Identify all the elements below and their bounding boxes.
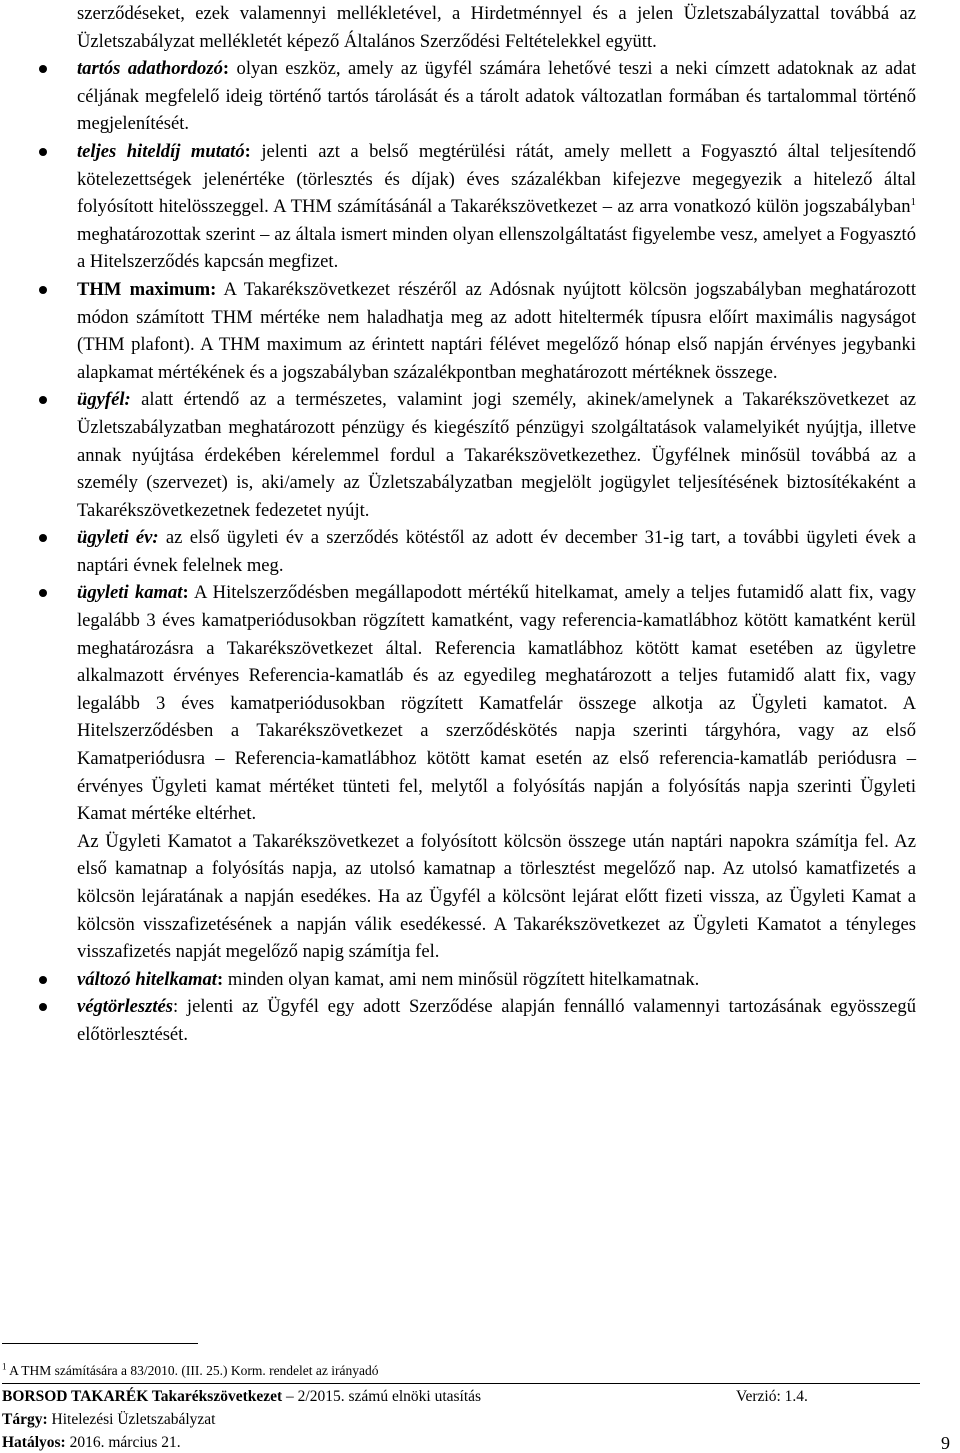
definition-separator: :: [222, 58, 230, 80]
definition-text: A Takarékszövetkezet részéről az Adósnak nyújtott kölcsön jogszabályban meghatározott módon számított THM mértéke nem haladhatja meg az adott hiteltermék típusra előírt maximális nagyságot (THM plafont). A THM maximum az érintett naptári félévet megelőző hónap első napján érvényes jegybanki alapkamat mértékének és a jogszabályban százalékpontban meghatározott mértéknek összege.: [77, 278, 917, 383]
definition-term: THM maximum: [77, 278, 211, 300]
definition-extra-paragraph: Az Ügyleti Kamatot a Takarékszövetkezet a folyósított kölcsön összege után naptári napokra számítja fel. Az első kamatnap a folyósítás napja, az utolsó kamatnap a törlesztést megelőző nap. Az utolsó kamatfizetés a kölcsön lejáratának a napján esedékes. Ha az Ügyfél a kölcsönt lejárat előtt fizeti vissza, az Ügyleti Kamat a kölcsön visszafizetésének a napján válik esedékessé. A Takarékszövetkezet az Ügyleti Kamatot a tényleges visszafizetés napját megelőző napig számítja fel.: [77, 830, 916, 963]
footnote-text: A THM számítására a 83/2010. (III. 25.) Korm. rendelet az irányadó: [6, 1363, 379, 1378]
definition-item: [0, 55, 960, 138]
definition-term: teljes hiteldíj mutató: [77, 140, 245, 162]
definition-text: jelenti az Ügyfél egy adott Szerződése alapján fennálló valamennyi tartozásának egyösszegű előtörlesztését.: [77, 996, 916, 1045]
definition-text: jelenti azt a belső megtérülési rátát, amely mellett a Fogyasztó által teljesítendő kötelezettségek jelenértéke (törlesztés és díjak) éves százalékban kifejezve megegyezik a hitelező által folyósított hitelösszeggel. A THM számításánál a Takarékszövetkezet – az arra vonatkozó külön jogszabályban: [77, 140, 916, 218]
page-number: 9: [941, 1433, 950, 1453]
footer-org-line: [2, 1387, 481, 1407]
footer-divider: [2, 1383, 920, 1384]
definition-item: [0, 579, 960, 965]
definition-separator: :: [182, 582, 189, 604]
bullet-icon: [39, 286, 47, 294]
footer-subject-value: Hitelezési Üzletszabályzat: [47, 1411, 216, 1428]
intro-continuation: szerződéseket, ezek valamennyi mellékletével, a Hirdetménnyel és a jelen Üzletszabályzattal továbbá az Üzletszabályzat mellékletét képező Általános Szerződési Feltételekkel együtt.: [77, 3, 916, 52]
footer-effective-value: 2016. március 21.: [65, 1434, 181, 1451]
definition-text: alatt értendő az a természetes, valamint jogi személy, akinek/amelynek a Takarékszövetkezet az Üzletszabályzatban meghatározott pénzügy és kiegészítő pénzügyi szolgáltatások valamelyikét nyújtja, illetve annak nyújtása érdekében kérelemmel fordul a Takarékszövetkezethez. Ügyfélnek minősül továbbá az a személy (szervezet) is, aki/amely az Üzletszabályzatban megjelölt jogügylet teljesítésének biztosítékaként a Takarékszövetkezetnek fedezetet nyújt.: [77, 389, 916, 521]
definition-separator: :: [173, 996, 179, 1018]
footer-version: Verzió: 1.4.: [736, 1388, 808, 1405]
footer-subject-line: [2, 1410, 215, 1430]
bullet-icon: [39, 65, 47, 73]
definition-term: ügyleti kamat: [77, 582, 183, 604]
footnote: [2, 1363, 379, 1379]
footnote-reference: 1: [910, 195, 916, 208]
definition-item: [0, 993, 960, 1048]
definition-item: [0, 138, 960, 276]
footer-subject-label: Tárgy:: [2, 1411, 48, 1428]
definition-item: [0, 386, 960, 524]
bullet-icon: [39, 534, 47, 542]
definition-term: ügyfél:: [77, 389, 131, 411]
footer-org-name: BORSOD TAKARÉK Takarékszövetkezet: [2, 1388, 283, 1405]
definition-text: minden olyan kamat, ami nem minősül rögzített hitelkamatnak.: [223, 968, 700, 990]
definition-separator: :: [244, 140, 251, 162]
definition-text: olyan eszköz, amely az ügyfél számára lehetővé teszi a neki címzett adatoknak az adat céljának megfelelő ideig történő tartós tárolását és a tárolt adatok változatlan formában és tartalommal történő megjelenítését.: [77, 58, 916, 135]
definition-item: [0, 524, 960, 579]
bullet-icon: [39, 396, 47, 404]
footnote-number: 1: [2, 1361, 7, 1372]
definition-text-continued: meghatározottak szerint – az általa ismert minden olyan ellenszolgáltatást figyelembe vesz, amelyet a Fogyasztó a Hitelszerződés kapcsán megfizet.: [77, 223, 916, 273]
definition-term: változó hitelkamat: [77, 968, 217, 990]
definition-term: végtörlesztés: [77, 996, 174, 1018]
definition-term: tartós adathordozó: [77, 58, 223, 80]
definition-separator: :: [210, 278, 217, 300]
definition-text: az első ügyleti év a szerződés kötéstől az adott év december 31-ig tart, a további ügyleti évek a naptári évnek felelnek meg.: [77, 527, 916, 576]
definition-item: [0, 276, 960, 386]
bullet-icon: [39, 148, 47, 156]
footer-effective-line: [2, 1433, 181, 1453]
definition-term: ügyleti év:: [77, 527, 159, 549]
footer-doc-ref: – 2/2015. számú elnöki utasítás: [282, 1388, 482, 1405]
bullet-icon: [39, 589, 47, 597]
definition-list: [0, 55, 960, 1048]
bullet-icon: [39, 1003, 47, 1011]
definition-separator: :: [216, 968, 224, 990]
definition-text: A Hitelszerződésben megállapodott mértékű hitelkamat, amely a teljes futamidő alatt fix, vagy legalább 3 éves kamatperiódusokban rögzített kamatként, vagy referencia-kamatlábhoz kötött kamatként kerül meghatározásra a Takarékszövetkezet által. Referencia kamatlábhoz kötött kamat esetében az ügyletre alkalmazott érvényes Referencia-kamatláb és az egyedileg meghatározott a teljes futamidő alatt fix, vagy legalább 3 éves kamatperiódusokban rögzített Kamatfelár összege alkotja az Ügyleti kamatot. A Hitelszerződésben a Takarékszövetkezet a szerződéskötés napja szerinti tárgyhóra, vagy az első Kamatperiódusra – Referencia-kamatlábhoz kötött kamat esetén az első referencia-kamatláb periódusra – érvényes Ügyleti kamat mértéket tünteti fel, melytől a folyósítás napján a folyósítás napja szerinti Ügyleti Kamat mértéke eltérhet.: [77, 582, 917, 825]
definition-item: [0, 966, 960, 994]
footer-effective-label: Hatályos:: [2, 1434, 66, 1451]
footnote-divider: [2, 1343, 198, 1344]
bullet-icon: [39, 976, 47, 984]
